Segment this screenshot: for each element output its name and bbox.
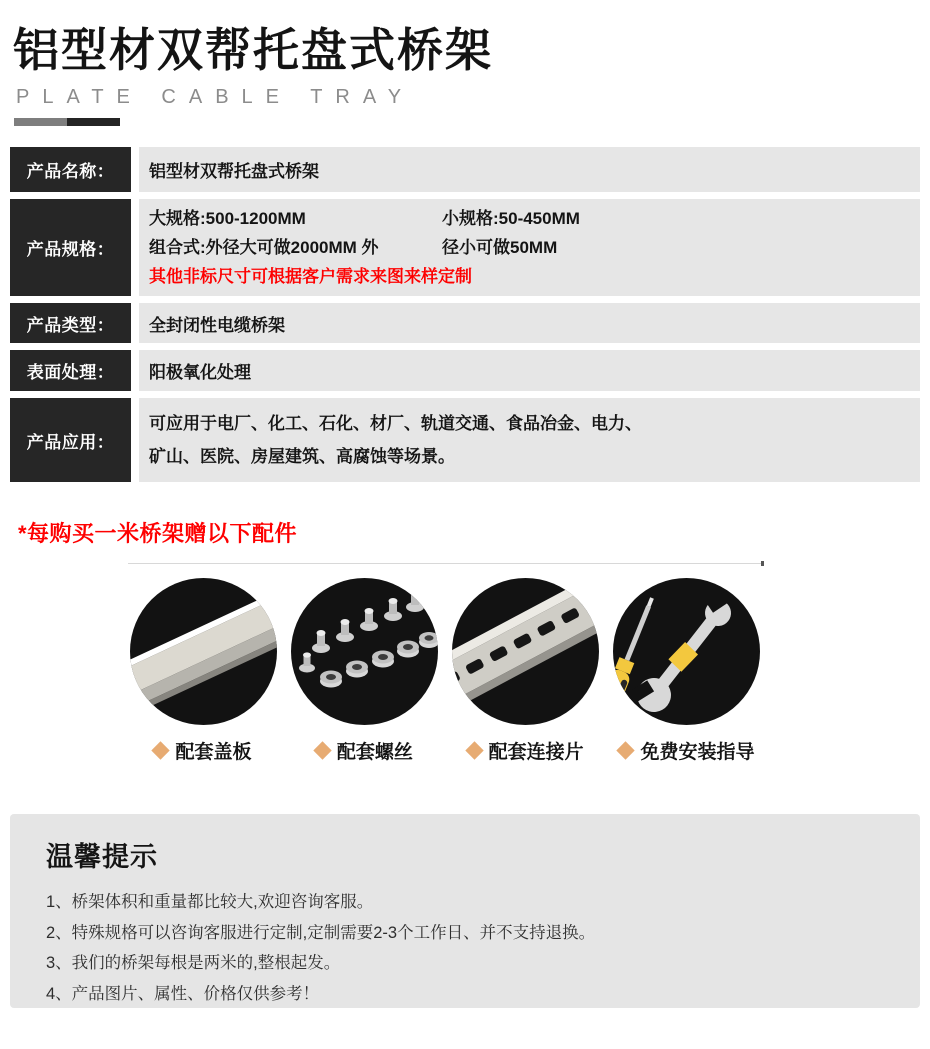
spec-small-size: 小规格:50-450MM	[442, 209, 580, 228]
accessory-label	[154, 737, 251, 764]
row-value	[139, 350, 920, 391]
underline-bar-dark	[67, 118, 120, 126]
table-row-product-spec	[10, 199, 920, 296]
cover-plate-photo	[130, 578, 277, 725]
diamond-icon	[313, 741, 331, 759]
notice-item: 2、特殊规格可以咨询客服进行定制,定制需要2-3个工作日、并不支持退换。	[46, 923, 596, 942]
accessory-item-connector	[451, 578, 601, 764]
row-label: 产品名称：	[10, 147, 131, 192]
table-row-product-name	[10, 147, 920, 192]
accessories-strip	[128, 563, 762, 764]
row-value	[139, 398, 920, 482]
row-label: 产品类型：	[10, 303, 131, 343]
row-label: 产品规格：	[10, 199, 131, 296]
accessory-label	[468, 737, 584, 764]
accessories-list	[128, 578, 762, 764]
accessory-label-text: 配套连接片	[488, 742, 584, 763]
table-row-product-usage	[10, 398, 920, 482]
page-subtitle: PLATE CABLE TRAY	[16, 86, 415, 108]
product-spec-table	[10, 147, 920, 489]
notice-item: 3、我们的桥架每根是两米的,整根起发。	[46, 954, 341, 972]
accessory-label-text: 配套螺丝	[336, 742, 413, 763]
tools-photo	[613, 578, 760, 725]
row-label: 表面处理：	[10, 350, 131, 391]
diamond-icon	[465, 741, 483, 759]
table-row-surface-treatment	[10, 350, 920, 391]
spec-line-2	[149, 233, 920, 262]
accessory-item-install-guide	[612, 578, 762, 764]
accessory-label-text: 免费安装指导	[640, 742, 755, 763]
table-row-product-type	[10, 303, 920, 343]
row-value	[139, 147, 920, 192]
product-name-value: 铝型材双帮托盘式桥架	[149, 162, 319, 181]
diamond-icon	[152, 741, 170, 759]
spec-large-size: 大规格:500-1200MM	[149, 209, 306, 228]
notice-title: 温馨提示	[46, 842, 158, 872]
spec-combined-max: 组合式:外径大可做2000MM 外	[149, 238, 379, 257]
product-type-value: 全封闭性电缆桥架	[149, 315, 285, 335]
spec-combined-min: 径小可做50MM	[442, 238, 558, 257]
notice-box	[10, 814, 920, 1008]
accessory-item-cover-plate	[128, 578, 278, 764]
notice-list	[46, 887, 884, 1009]
notice-item: 1、桥架体积和重量都比较大,欢迎咨询客服。	[46, 893, 374, 911]
usage-line-2: 矿山、医院、房屋建筑、高腐蚀等场景。	[149, 447, 455, 466]
underline-bar-gray	[14, 118, 67, 126]
notice-item: 4、产品图片、属性、价格仅供参考！	[46, 984, 320, 1003]
usage-line-1: 可应用于电厂、化工、石化、材厂、轨道交通、食品冶金、电力、	[149, 414, 642, 433]
row-value	[139, 199, 920, 296]
screws-photo	[291, 578, 438, 725]
gift-promo-heading: *每购买一米桥架赠以下配件	[18, 521, 298, 546]
title-underline-bars	[14, 118, 120, 126]
accessory-label	[316, 737, 413, 764]
connector-strip-photo	[452, 578, 599, 725]
spec-line-1	[149, 204, 920, 233]
row-label: 产品应用：	[10, 398, 131, 482]
accessory-label-text: 配套盖板	[175, 742, 252, 763]
diamond-icon	[617, 741, 635, 759]
row-value	[139, 303, 920, 343]
surface-treatment-value: 阳极氧化处理	[149, 363, 251, 382]
accessory-item-screws	[289, 578, 439, 764]
accessory-label	[619, 737, 754, 764]
spec-custom-note: 其他非标尺寸可根据客户需求来图来样定制	[149, 267, 472, 286]
page-title: 铝型材双帮托盘式桥架	[13, 24, 493, 76]
